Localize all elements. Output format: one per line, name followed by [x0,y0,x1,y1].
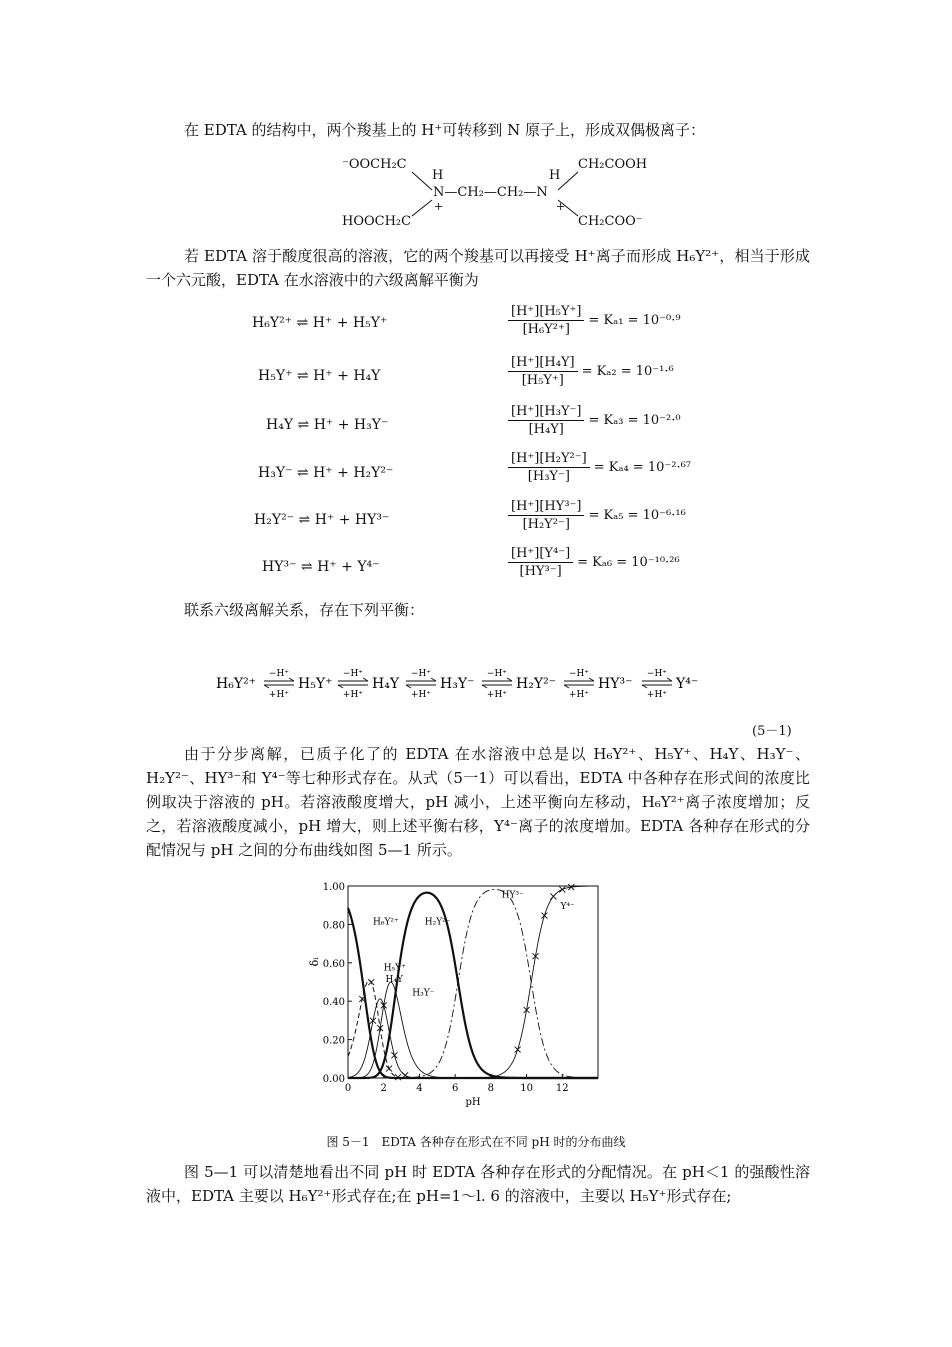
equilibrium-2-den: [H₅Y⁺] [521,373,564,388]
chain-species: H₂Y²⁻ [516,676,557,692]
x-tick-label: 4 [416,1083,423,1094]
chain-species: H₄Y [372,676,400,692]
paragraph-distribution [146,742,810,862]
x-tick-label: 6 [451,1083,459,1094]
equilibrium-1-num: [H⁺][H₅Y⁺] [508,303,584,321]
chain-arrow-top-label: −H⁺ [568,669,590,679]
y-tick-label: 0.40 [322,997,345,1009]
equilibrium-5-expression [508,498,686,533]
series-label: H₅Y⁺ [383,963,406,974]
equilibrium-6-num: [H⁺][Y⁴⁻] [508,545,573,563]
intro-text: 在 EDTA 的结构中，两个羧基上的 H⁺可转移到 N 原子上，形成双偶极离子： [184,121,705,139]
paragraph-summary [146,1160,810,1208]
series-label: H₆Y²⁺ [373,917,399,928]
y-tick-label: 0.60 [322,958,345,970]
chain-species: HY³⁻ [598,676,633,692]
series-label: HY³⁻ [501,890,524,901]
equilibrium-2-expression [508,354,674,389]
paragraph-link [146,598,810,622]
series-label: H₄Y [385,975,403,985]
x-tick-label: 10 [520,1083,533,1094]
series-label: H₃Y⁻ [412,988,435,999]
paragraph-summary-text: 图 5—1 可以清楚地看出不同 pH 时 EDTA 各种存在形式的分配情况。在 pH＜1 的强酸性溶液中，EDTA 主要以 H₆Y²⁺形式存在;在 pH=1～l. 6 的溶液中，主要以 H₅Y⁺形式存在; [146,1163,810,1205]
x-tick-label: 8 [487,1083,495,1094]
equilibrium-1-k: = Kₐ₁ = 10⁻⁰·⁹ [588,313,681,328]
structure-plus-right: + [556,200,566,213]
equilibrium-1-expression [508,303,681,338]
chain-arrow [264,669,294,700]
chain-arrow [406,669,436,700]
y-tick-label: 0.00 [322,1074,345,1085]
chain-arrow-bottom-label: +H⁺ [342,690,364,700]
chain-arrow-bottom-label: +H⁺ [646,690,668,700]
series-marker [541,913,547,919]
structure-h-right: H [549,168,561,183]
equation-number: (5－1) [752,724,792,739]
x-tick-label: 12 [555,1083,569,1094]
chain-arrow-bottom-label: +H⁺ [568,690,590,700]
structure-bottom-right: CH₂COO⁻ [578,214,643,229]
y-tick-label: 1.00 [322,882,345,893]
y-tick-label: 0.20 [322,1035,345,1047]
series-marker [391,1052,397,1058]
series-marker [386,1066,392,1072]
chain-arrow-bottom-label: +H⁺ [410,690,432,700]
series-marker [515,1047,521,1053]
x-axis-label: pH [465,1097,481,1108]
equilibrium-6-den: [HY³⁻] [519,564,562,579]
equilibrium-5-den: [H₂Y²⁻] [522,517,570,532]
chain-arrow [338,669,368,700]
chain-arrow-bottom-label: +H⁺ [268,690,290,700]
equilibrium-4-expression [508,450,691,485]
equilibrium-6-reaction: HY³⁻ ⇌ H⁺ + Y⁴⁻ [262,559,380,575]
paragraph-hexaprotic-text: 若 EDTA 溶于酸度很高的溶液，它的两个羧基可以再接受 H⁺离子而形成 H₆Y²⁺，相当于形成一个六元酸，EDTA 在水溶液中的六级离解平衡为 [146,247,810,289]
distribution-chart [296,876,616,1116]
equilibrium-4-num: [H⁺][H₂Y²⁻] [508,450,590,468]
equilibrium-5-k: = Kₐ₅ = 10⁻⁶·¹⁶ [588,508,686,523]
chain-arrow-top-label: −H⁺ [268,669,290,679]
equilibrium-3-k: = Kₐ₃ = 10⁻²·⁰ [588,413,681,428]
structure-bottom-left: HOOCH₂C [342,214,412,229]
chain-species: H₆Y²⁺ [216,676,257,692]
chain-species: H₅Y⁺ [298,676,333,692]
equilibrium-3-reaction: H₄Y ⇌ H⁺ + H₃Y⁻ [266,417,389,433]
figure-caption: 图 5－1 EDTA 各种存在形式在不同 pH 时的分布曲线 [326,1135,626,1149]
structure-top-right: CH₂COOH [578,157,648,172]
equilibrium-5-reaction: H₂Y²⁻ ⇌ H⁺ + HY³⁻ [254,512,390,528]
paragraph-distribution-text: 由于分步离解，已质子化了的 EDTA 在水溶液中总是以 H₆Y²⁺、H₅Y⁺、H₄Y、H₃Y⁻、H₂Y²⁻、HY³⁻和 Y⁴⁻等七种形式存在。从式（5一1）可以看出，EDTA 中各种存在形式间的浓度比例取决于溶液的 pH。若溶液酸度增大，pH 减小，上述平衡向左移动，H₆Y²⁺离子浓度增加；反之，若溶液酸度减小，pH 增大，则上述平衡右移，Y⁴⁻离子的浓度增加。EDTA 各种存在形式的分配情况与 pH 之间的分布曲线如图 5—1 所示。 [146,745,810,859]
equilibrium-2-reaction: H₅Y⁺ ⇌ H⁺ + H₄Y [258,368,381,384]
chain-arrow-top-label: −H⁺ [410,669,432,679]
x-tick-label: 0 [344,1083,352,1094]
chain-arrow [642,669,672,700]
equilibrium-4-reaction: H₃Y⁻ ⇌ H⁺ + H₂Y²⁻ [258,465,394,481]
y-tick-label: 0.80 [322,920,345,932]
equilibrium-1-den: [H₆Y²⁺] [522,322,570,337]
chain-species: H₃Y⁻ [440,676,475,692]
structure-center-chain: N—CH₂—CH₂—N [433,185,548,200]
series-marker [550,893,556,899]
chain-arrow [564,669,594,700]
intro-paragraph [146,118,810,142]
equilibrium-3-expression [508,403,681,438]
chain-arrow-top-label: −H⁺ [486,669,508,679]
chain-arrow [482,669,512,700]
equilibrium-5-num: [H⁺][HY³⁻] [508,498,584,516]
equilibrium-4-k: = Kₐ₄ = 10⁻²·⁶⁷ [593,460,691,475]
series-line [348,999,598,1078]
series-label: Y⁴⁻ [560,902,575,913]
x-tick-label: 2 [380,1083,387,1094]
series-line [348,982,598,1078]
chain-arrow-top-label: −H⁺ [646,669,668,679]
equilibrium-2-k: = Kₐ₂ = 10⁻¹·⁶ [581,364,674,379]
y-axis-label: δᵢ [308,957,321,967]
chain-arrow-top-label: −H⁺ [342,669,364,679]
structure-bonds [400,160,600,230]
equilibrium-4-den: [H₃Y⁻] [527,469,570,484]
series-label: H₂Y²⁻ [424,917,451,928]
equilibrium-3-num: [H⁺][H₃Y⁻] [508,403,584,421]
equilibrium-chain [216,652,736,712]
equilibrium-6-k: = Kₐ₆ = 10⁻¹⁰·²⁶ [577,555,680,570]
paragraph-link-text: 联系六级离解关系，存在下列平衡： [184,601,425,619]
chain-arrow-bottom-label: +H⁺ [486,690,508,700]
equilibrium-2-num: [H⁺][H₄Y] [508,354,578,372]
series-marker [559,886,565,892]
equilibrium-6-expression [508,545,680,580]
series-marker [368,979,374,985]
chain-species: Y⁴⁻ [676,676,699,692]
structure-h-left: H [432,168,444,183]
paragraph-hexaprotic [146,244,810,292]
structure-plus-left: + [434,200,444,213]
equilibrium-1-reaction: H₆Y²⁺ ⇌ H⁺ + H₅Y⁺ [252,315,388,331]
equilibrium-3-den: [H₄Y] [528,422,564,437]
structure-top-left: ⁻OOCH₂C [342,157,407,172]
